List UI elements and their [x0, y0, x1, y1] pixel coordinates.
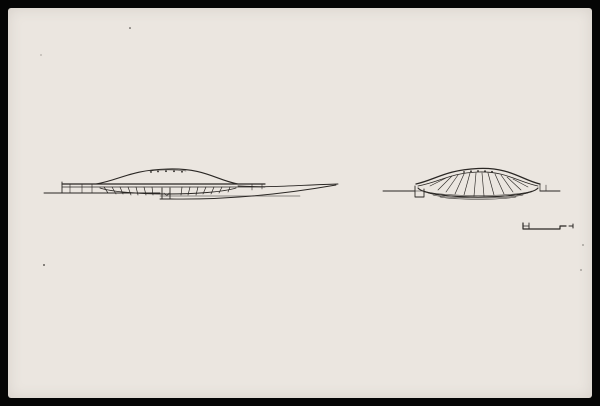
scale-bar	[523, 223, 573, 229]
dome-profile-left	[96, 169, 238, 184]
side-elevation-drawing	[44, 169, 338, 199]
paper-specks	[41, 27, 584, 270]
end-elevation-drawing	[383, 168, 560, 199]
